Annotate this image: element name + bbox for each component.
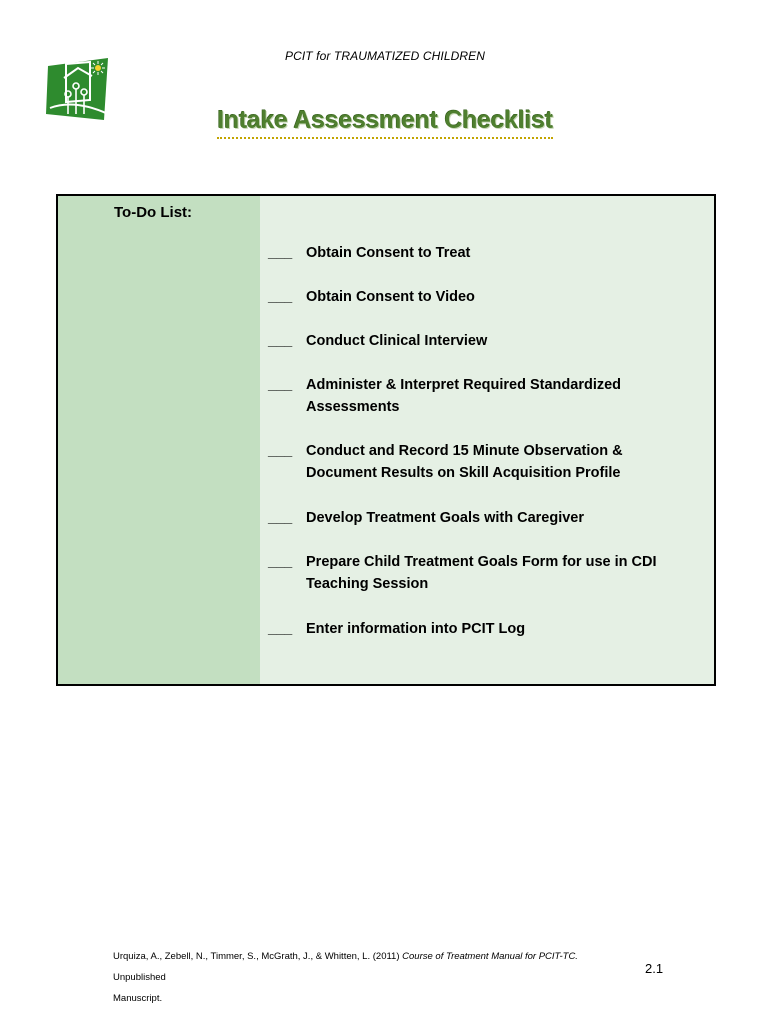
checklist-item xyxy=(268,330,696,352)
blank-marker: ___ xyxy=(268,377,293,393)
citation-suffix: Unpublished xyxy=(113,972,166,983)
item-text-continued: Document Results on Skill Acquisition Profile xyxy=(306,465,621,481)
blank-marker: ___ xyxy=(268,621,293,637)
item-text: Conduct and Record 15 Minute Observation & xyxy=(306,443,623,459)
label-column xyxy=(58,196,260,684)
document-title: Intake Assessment Checklist xyxy=(0,106,770,139)
checklist-item xyxy=(268,507,696,529)
item-text: Obtain Consent to Treat xyxy=(306,245,471,261)
item-text: Prepare Child Treatment Goals Form for use in CDI xyxy=(306,554,657,570)
blank-marker: ___ xyxy=(268,554,293,570)
item-text: Conduct Clinical Interview xyxy=(306,333,488,349)
checklist-item xyxy=(268,374,696,418)
blank-marker: ___ xyxy=(268,333,293,349)
running-header: PCIT for TRAUMATIZED CHILDREN xyxy=(284,49,486,63)
citation-authors: Urquiza, A., Zebell, N., Timmer, S., McGrath, J., & Whitten, L. (2011) xyxy=(113,951,403,962)
checklist-item xyxy=(268,242,696,264)
item-text: Develop Treatment Goals with Caregiver xyxy=(306,510,585,526)
blank-marker: ___ xyxy=(268,510,293,526)
blank-marker: ___ xyxy=(268,245,293,261)
citation-title: Course of Treatment Manual for PCIT-TC. xyxy=(402,951,578,962)
checklist-item xyxy=(268,618,696,640)
citation-line2: Manuscript. xyxy=(113,993,163,1004)
todo-heading: To-Do List: xyxy=(114,204,193,221)
item-text: Enter information into PCIT Log xyxy=(306,621,526,637)
item-text-continued: Assessments xyxy=(306,399,400,415)
blank-marker: ___ xyxy=(268,443,293,459)
item-text-continued: Teaching Session xyxy=(306,576,429,592)
items-column xyxy=(260,196,714,684)
citation-footer xyxy=(113,946,633,1009)
item-text: Administer & Interpret Required Standardized xyxy=(306,377,622,393)
page-number: 2.1 xyxy=(645,961,664,976)
checklist-item xyxy=(268,551,696,595)
item-text: Obtain Consent to Video xyxy=(306,289,475,305)
blank-marker: ___ xyxy=(268,289,293,305)
checklist-item xyxy=(268,440,696,484)
checklist-item xyxy=(268,286,696,308)
todo-table xyxy=(56,194,716,686)
